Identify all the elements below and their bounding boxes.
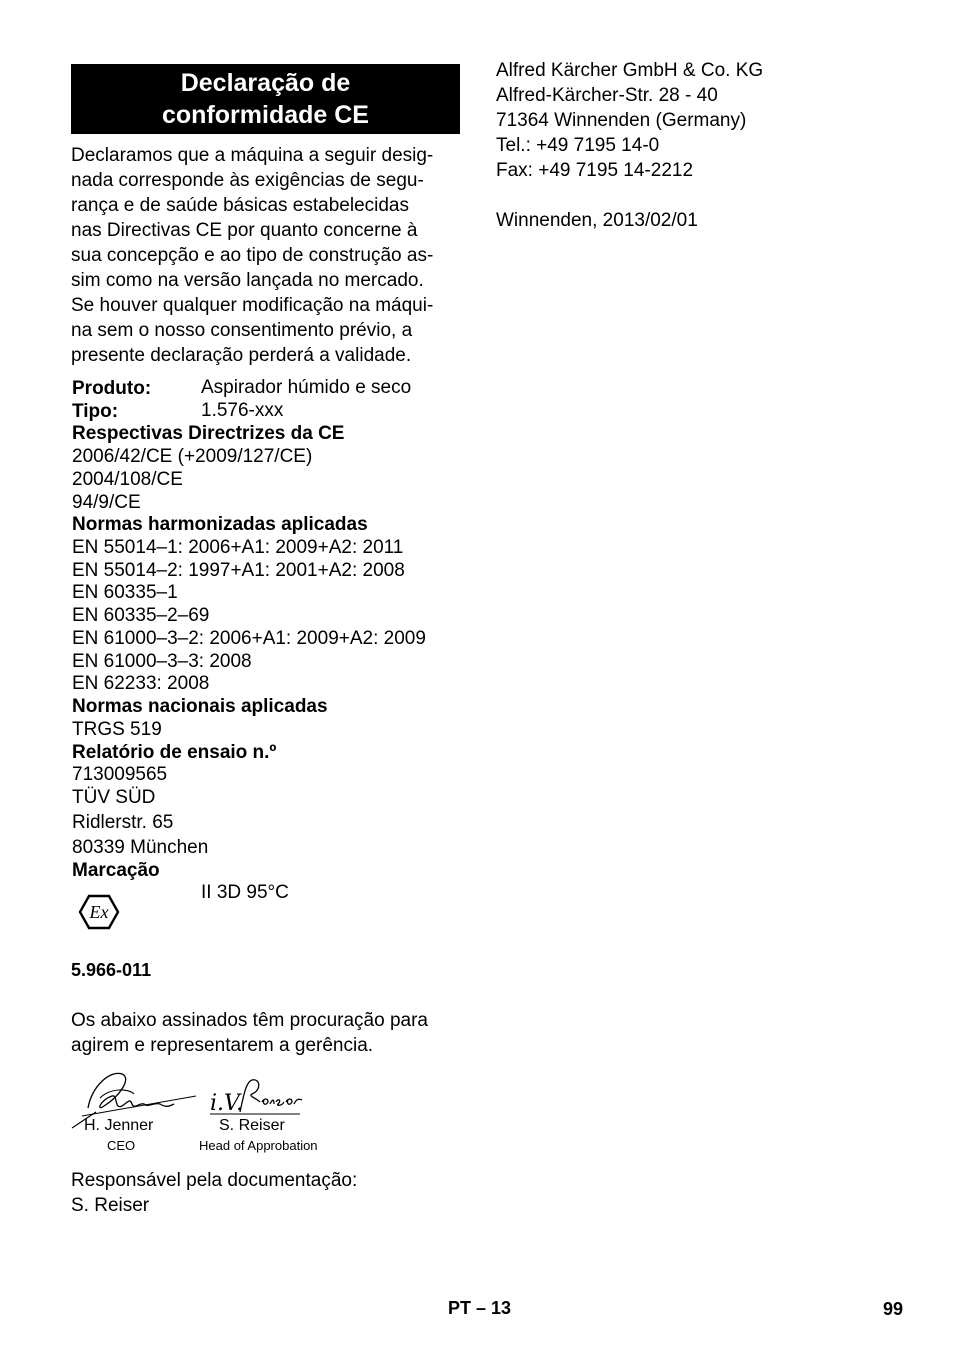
- intro-line: Declaramos que a máquina a seguir desig-: [71, 145, 434, 166]
- title-line-2: conformidade CE: [162, 101, 369, 129]
- product-value: Aspirador húmido e seco: [201, 377, 412, 398]
- signer-name: H. Jenner: [84, 1117, 154, 1134]
- signer-role: Head of Approbation: [199, 1138, 318, 1153]
- company-line: Tel.: +49 7195 14-0: [496, 135, 660, 156]
- standard-item: EN 61000–3–3: 2008: [72, 651, 252, 672]
- place-date: Winnenden, 2013/02/01: [496, 210, 698, 231]
- standard-item: EN 61000–3–2: 2006+A1: 2009+A2: 2009: [72, 628, 426, 649]
- company-line: Alfred-Kärcher-Str. 28 - 40: [496, 85, 718, 106]
- title-line-1: Declaração de: [180, 69, 351, 97]
- marking-value: II 3D 95°C: [201, 882, 289, 903]
- document-number: 5.966-011: [71, 960, 152, 980]
- standard-item: EN 62233: 2008: [72, 673, 210, 694]
- report-heading: Relatório de ensaio n.º: [72, 742, 277, 763]
- page-number: 99: [883, 1299, 904, 1319]
- directive-item: 2006/42/CE (+2009/127/CE): [72, 446, 313, 467]
- ex-icon: [78, 894, 120, 930]
- standard-item: EN 55014–2: 1997+A1: 2001+A2: 2008: [72, 560, 405, 581]
- intro-line: sim como na versão lançada no mercado.: [71, 270, 424, 291]
- national-item: TRGS 519: [72, 719, 162, 740]
- intro-line: sua concepção e ao tipo de construção as-: [71, 245, 434, 266]
- company-block: [496, 58, 763, 233]
- signature-reiser: [208, 1074, 304, 1123]
- marking-heading: Marcação: [72, 860, 160, 881]
- standard-item: EN 60335–2–69: [72, 605, 210, 626]
- report-org: TÜV SÜD: [72, 787, 156, 808]
- company-line: Alfred Kärcher GmbH & Co. KG: [496, 60, 764, 81]
- intro-line: nada corresponde às exigências de segu-: [71, 170, 424, 191]
- directive-item: 2004/108/CE: [72, 469, 183, 490]
- company-line: Fax: +49 7195 14-2212: [496, 160, 694, 181]
- national-heading: Normas nacionais aplicadas: [72, 696, 328, 717]
- directive-item: 94/9/CE: [72, 492, 141, 513]
- intro-line: rança e de saúde básicas estabelecidas: [71, 195, 410, 216]
- intro-line: na sem o nosso consentimento prévio, a: [71, 320, 413, 341]
- report-number: 713009565: [72, 764, 168, 785]
- directives-heading: Respectivas Directrizes da CE: [72, 423, 345, 444]
- intro-line: presente declaração perderá a validade.: [71, 345, 412, 366]
- signatories-line: agirem e representarem a gerência.: [71, 1035, 374, 1056]
- signatories-line: Os abaixo assinados têm procuração para: [71, 1010, 428, 1031]
- signer-role: CEO: [107, 1138, 136, 1153]
- intro-line: Se houver qualquer modificação na máqui-: [71, 295, 434, 316]
- declaration-title: [71, 64, 460, 134]
- intro-line: nas Directivas CE por quanto concerne à: [71, 220, 418, 241]
- standard-item: EN 60335–1: [72, 582, 178, 603]
- standard-item: EN 55014–1: 2006+A1: 2009+A2: 2011: [72, 537, 404, 558]
- signer-name: S. Reiser: [219, 1117, 285, 1134]
- report-city: 80339 München: [72, 837, 209, 858]
- responsible-name: S. Reiser: [71, 1195, 150, 1216]
- harmonized-heading: Normas harmonizadas aplicadas: [72, 514, 368, 535]
- company-line: 71364 Winnenden (Germany): [496, 110, 747, 131]
- footer-section: PT – 13: [448, 1298, 512, 1318]
- report-street: Ridlerstr. 65: [72, 812, 174, 833]
- svg-text:Ex: Ex: [89, 902, 109, 922]
- signature-prefix: i.V.: [210, 1091, 244, 1116]
- type-value: 1.576-xxx: [201, 400, 284, 421]
- product-label: Produto:: [72, 378, 152, 399]
- type-label: Tipo:: [72, 401, 119, 422]
- responsible-label: Responsável pela documentação:: [71, 1170, 358, 1191]
- intro-paragraph: [71, 143, 463, 368]
